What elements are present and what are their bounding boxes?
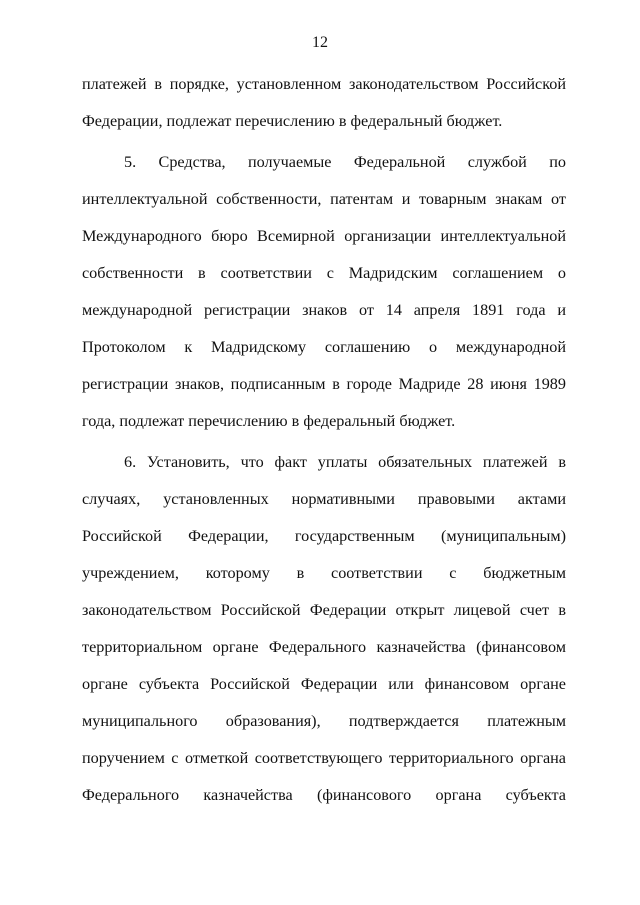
text-line: собственности в соответствии с Мадридским соглашением о — [82, 264, 566, 282]
text-line: интеллектуальной собственности, патентам и товарным знакам от — [82, 190, 566, 208]
paragraph-6 — [82, 444, 566, 814]
text-line: законодательством Российской Федерации открыт лицевой счет в — [82, 601, 566, 619]
text-line: регистрации знаков, подписанным в городе Мадриде 28 июня 1989 — [82, 375, 566, 393]
text-line: 5. Средства, получаемые Федеральной службой по — [124, 153, 566, 171]
text-line: поручением с отметкой соответствующего территориального органа — [82, 749, 566, 767]
text-line: международной регистрации знаков от 14 апреля 1891 года и — [82, 301, 566, 319]
text-line: Российской Федерации, государственным (муниципальным) — [82, 527, 566, 545]
text-line: муниципального образования), подтверждается платежным — [82, 712, 566, 730]
text-line: года, подлежат перечислению в федеральный бюджет. — [82, 412, 456, 430]
text-line: органе субъекта Российской Федерации или финансовом органе — [82, 675, 566, 693]
document-body — [82, 66, 566, 814]
text-line: Протоколом к Мадридскому соглашению о международной — [82, 338, 566, 356]
page-number: 12 — [312, 34, 328, 51]
text-line: платежей в порядке, установленном законодательством Российской — [82, 75, 566, 93]
text-line: Федерации, подлежат перечислению в федеральный бюджет. — [82, 112, 503, 130]
text-line: 6. Установить, что факт уплаты обязательных платежей в — [124, 453, 566, 471]
text-line: случаях, установленных нормативными правовыми актами — [82, 490, 566, 508]
text-line: Федерального казначейства (финансового органа субъекта — [82, 786, 566, 804]
text-line: Международного бюро Всемирной организации интеллектуальной — [82, 227, 566, 245]
paragraph-continuation — [82, 66, 566, 140]
text-line: территориальном органе Федерального казначейства (финансовом — [82, 638, 566, 656]
text-line: учреждением, которому в соответствии с бюджетным — [82, 564, 566, 582]
paragraph-5 — [82, 144, 566, 440]
